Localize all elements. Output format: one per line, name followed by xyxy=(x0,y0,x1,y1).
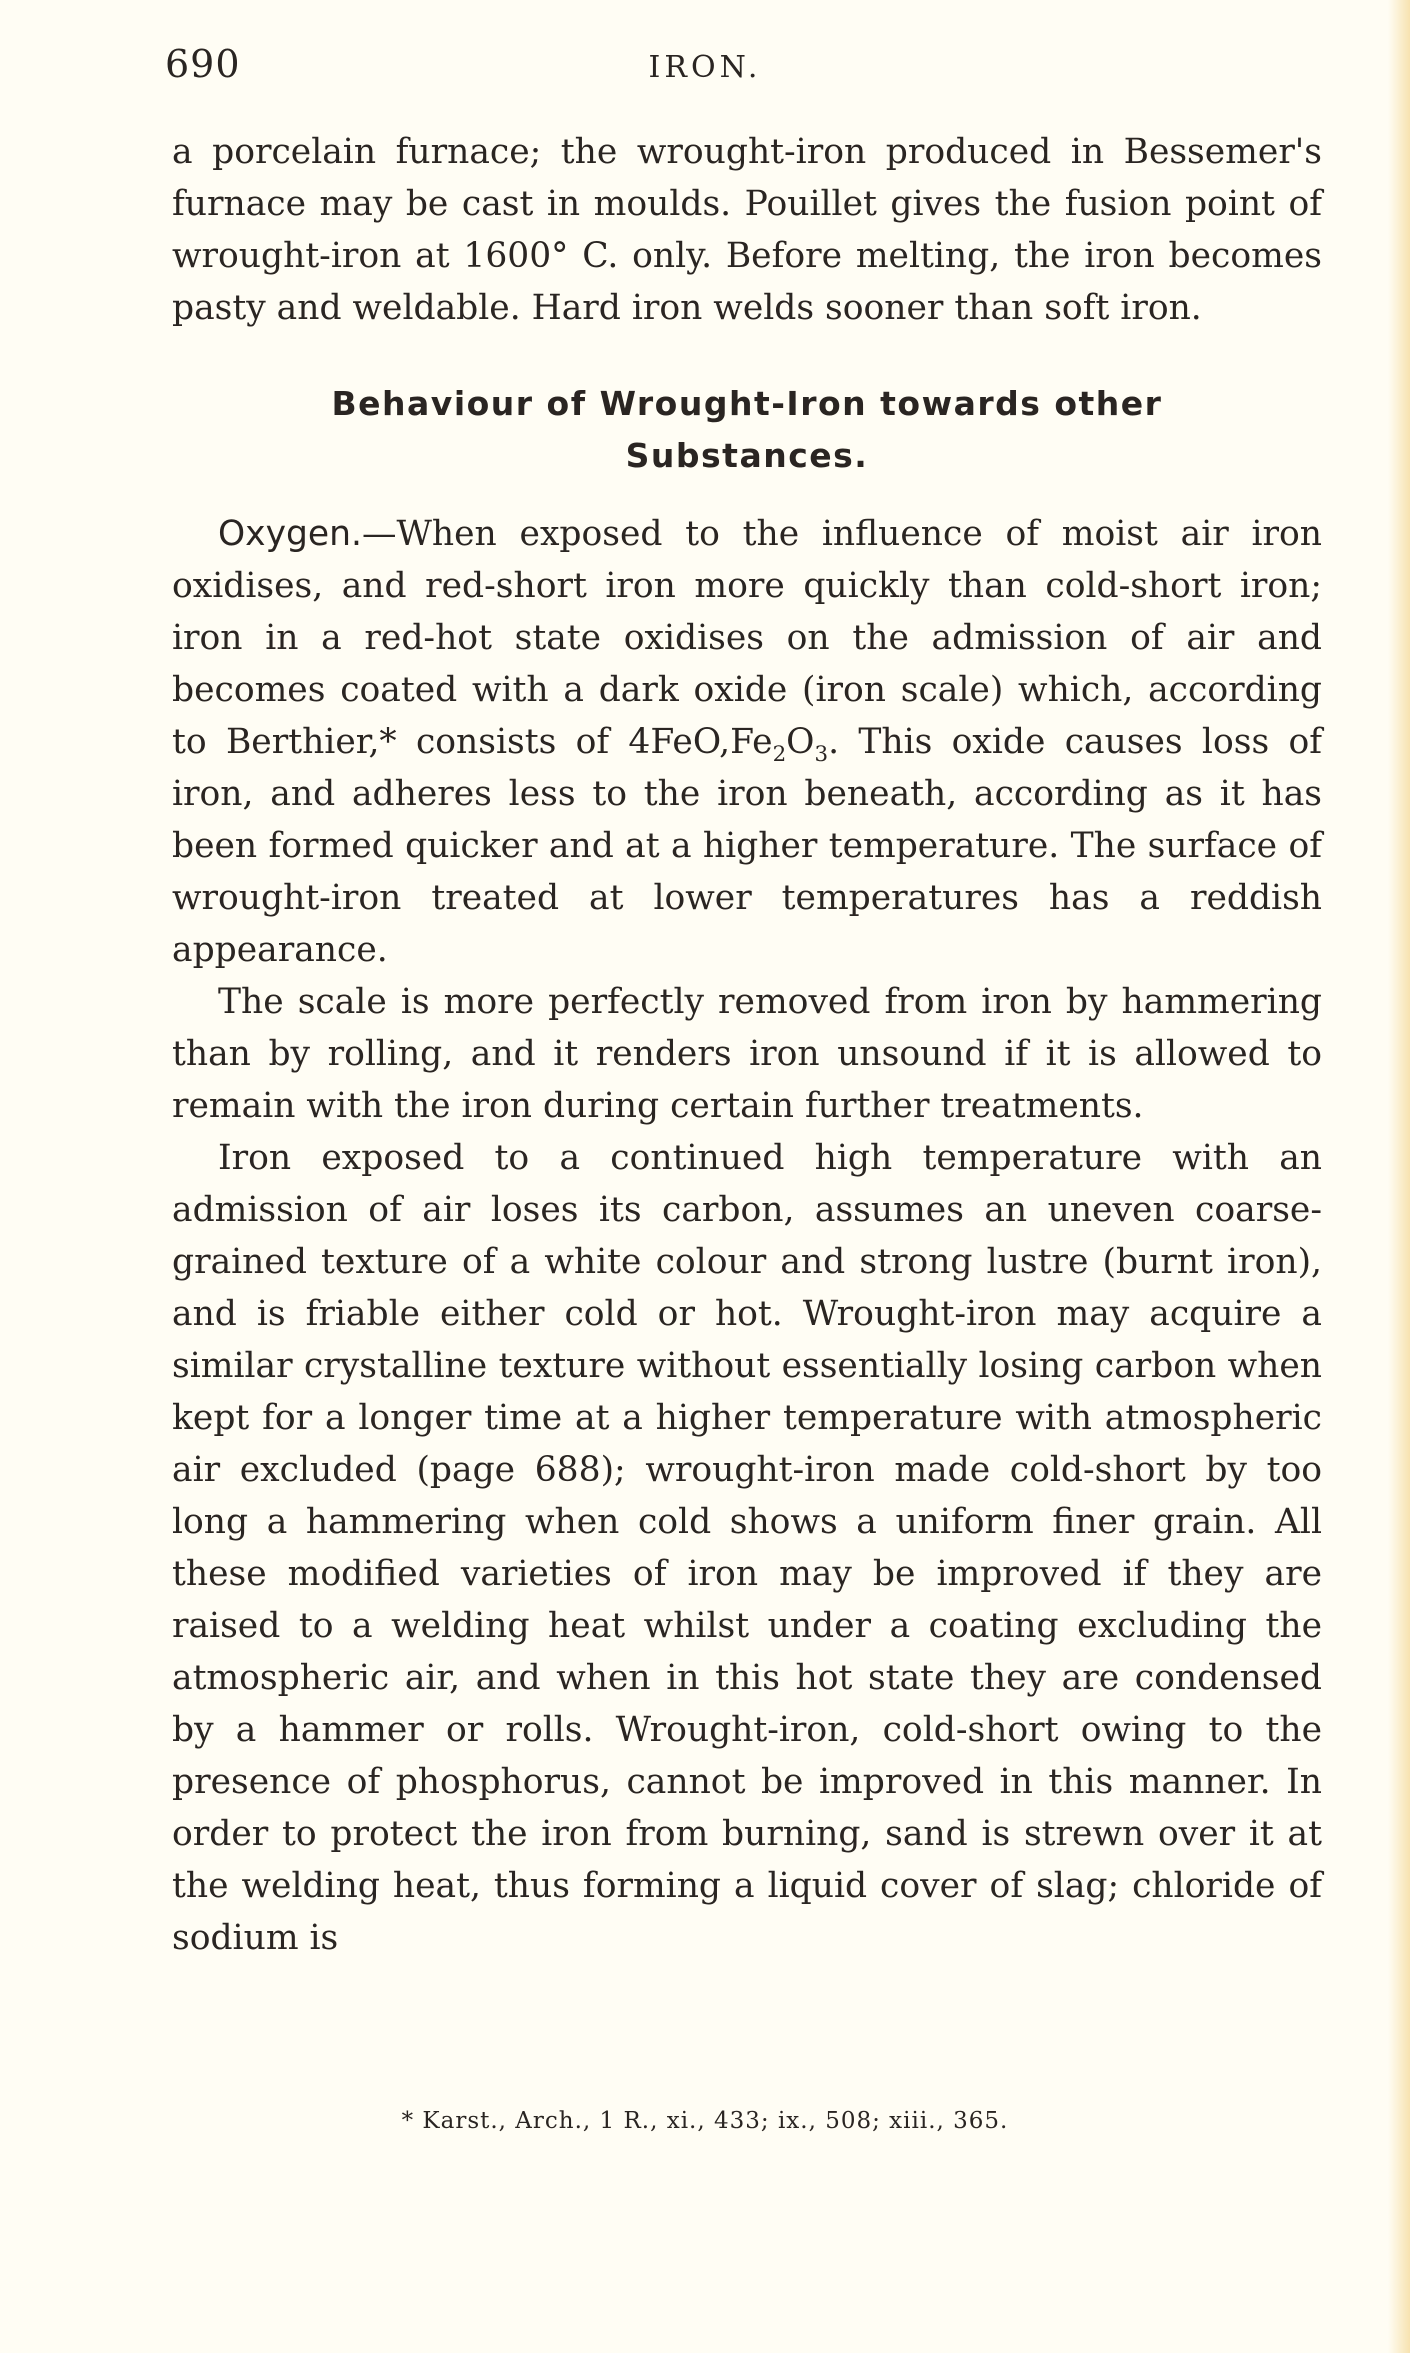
subscript: 2 xyxy=(772,741,787,767)
section-heading: Behaviour of Wrought-Iron towards other Substances. xyxy=(331,384,1163,475)
page-edge-shading xyxy=(1388,0,1410,2353)
body-text xyxy=(172,126,1322,1964)
running-head: IRON. xyxy=(648,50,762,85)
subscript: 3 xyxy=(814,741,829,767)
paragraph-text: . This oxide causes loss of iron, and adheres less to the iron beneath, according as it has been formed quicker and at a higher temperature. The surface of wrought-iron treated at lower temperatures has a reddish appearance. xyxy=(172,722,1322,970)
paragraph-fusion: a porcelain furnace; the wrought-iron produced in Bessemer's furnace may be cast in moulds. Pouillet gives the fusion point of wrought-iron at 1600° C. only. Before melting, the iron becomes pasty and weldable. Hard iron welds sooner than soft iron. xyxy=(172,132,1322,328)
paragraph-oxygen xyxy=(172,508,1322,976)
paragraph-text: O xyxy=(786,722,815,762)
footnote: * Karst., Arch., 1 R., xi., 433; ix., 508; xiii., 365. xyxy=(401,2108,1009,2134)
page-number: 690 xyxy=(165,42,241,86)
paragraph-scale: The scale is more perfectly removed from iron by hammering than by rolling, and it renders iron unsound if it is allowed to remain with the iron during certain further treatments. xyxy=(172,982,1322,1126)
paragraph-burnt-iron: Iron exposed to a continued high temperature with an admission of air loses its carbon, assumes an uneven coarse-grained texture of a white colour and strong lustre (burnt iron), and is friable either cold or hot. Wrought-iron may acquire a similar crystalline texture without essentially losing carbon when kept for a longer time at a higher temperature with atmospheric air excluded (page 688); wrought-iron made cold-short by too long a hammering when cold shows a uniform finer grain. All these modified varieties of iron may be improved if they are raised to a welding heat whilst under a coating excluding the atmospheric air, and when in this hot state they are condensed by a hammer or rolls. Wrought-iron, cold-short owing to the presence of phosphorus, cannot be improved in this manner. In order to protect the iron from burning, sand is strewn over it at the welding heat, thus forming a liquid cover of slag; chloride of sodium is xyxy=(172,1138,1322,1958)
paragraph-text: —When exposed to the influence of moist air iron oxidises, and red-short iron more quickly than cold-short iron; iron in a red-hot state oxidises on the admission of air and becomes coated with a dark oxide (iron scale) which, according to Berthier,* consists of 4FeO,Fe xyxy=(172,514,1322,762)
paragraph-lead: Oxygen. xyxy=(218,514,362,554)
